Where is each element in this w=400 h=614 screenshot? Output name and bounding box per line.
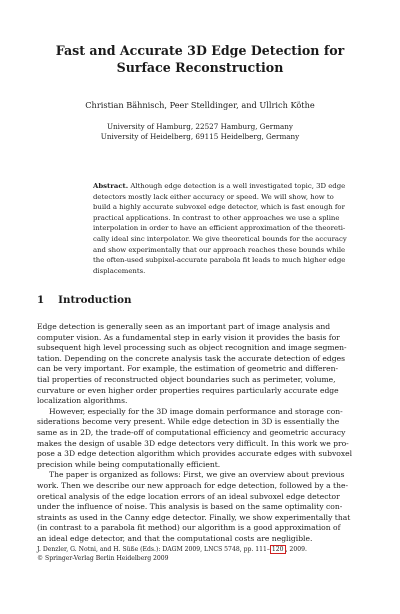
page-range-link[interactable]: 120 (271, 546, 284, 553)
title-line: Surface Reconstruction (116, 60, 284, 75)
body-line: makes the design of usable 3D edge detectors very difficult. In this work we pro- (37, 438, 349, 448)
body-line: curvature or even higher order properties requires particularly accurate edge (37, 385, 339, 395)
affiliation: University of Hamburg, 22527 Hamburg, Germany (106, 122, 293, 131)
body-line: computer vision. As a fundamental step in early vision it provides the basis for (37, 332, 340, 342)
abstract-line: practical applications. In contrast to other approaches we use a spline (93, 213, 340, 222)
body-line: pose a 3D edge detection algorithm which provides accurate edges with subvoxel (37, 449, 353, 459)
body-line: under the influence of noise. This analysis is based on the same optimality con- (37, 502, 343, 512)
body-line: subsequent high level processing such as object recognition and image segmen- (37, 343, 347, 353)
abstract-text: Although edge detection is a well investigated topic, 3D edge (130, 182, 346, 190)
abstract-line: and show experimentally that our approach reaches these bounds while (93, 245, 346, 254)
abstract-line: cally ideal sinc interpolator. We give theoretical bounds for the accuracy (93, 234, 347, 243)
section-number: 1 (37, 294, 45, 306)
body-line: Edge detection is generally seen as an important part of image analysis and (37, 322, 331, 331)
abstract-line: build a highly accurate subvoxel edge detector, which is fast enough for (93, 203, 345, 212)
body-line: tation. Depending on the concrete analysis task the accurate detection of edges (37, 353, 346, 363)
abstract-line: displacements. (93, 266, 146, 275)
author-list: Christian Bähnisch, Peer Stelldinger, and Ullrich Köthe (85, 100, 315, 110)
section-title: Introduction (58, 294, 132, 306)
body-line: The paper is organized as follows: First, we give an overview about previous (49, 470, 345, 480)
title-line: Fast and Accurate 3D Edge Detection for (55, 43, 345, 58)
body-line: precision while being computationally efficient. (37, 459, 221, 469)
body-line: an ideal edge detector, and that the computational costs are negligible. (37, 533, 313, 543)
paper-title (40, 42, 360, 76)
citation-line (37, 545, 307, 554)
abstract-line: interpolation in order to have an efficient approximation of the theoreti- (93, 224, 346, 233)
body-line: straints as used in the Canny edge detector. Finally, we show experimentally that (37, 512, 351, 522)
section-body (37, 322, 363, 544)
affiliations (30, 122, 370, 142)
paragraph (37, 322, 363, 407)
body-line: same as in 2D, the trade-off of computational efficiency and geometric accuracy (37, 427, 346, 437)
body-line: tial properties of reconstructed object boundaries such as perimeter, volume, (37, 374, 336, 384)
body-line: oretical analysis of the edge location errors of an ideal subvoxel edge detector (37, 491, 340, 501)
abstract-label: Abstract. (93, 182, 129, 190)
paragraph (37, 407, 363, 471)
abstract-line (93, 182, 346, 193)
section-heading (37, 294, 132, 306)
body-line: (in contrast to a parabola fit method) our algorithm is a good approximation of (37, 523, 341, 533)
body-line: siderations become very present. While edge detection in 3D is essentially the (37, 417, 340, 427)
paragraph (37, 470, 363, 544)
body-line: can be very important. For example, the estimation of geometric and differen- (37, 364, 339, 374)
abstract-line: detectors mostly lack either accuracy or speed. We will show, how to (93, 192, 334, 201)
body-line: localization algorithms. (37, 396, 128, 406)
body-line: work. Then we describe our new approach for edge detection, followed by a the- (37, 480, 349, 490)
abstract (93, 182, 347, 277)
abstract-line: the often-used subpixel-accurate parabola fit leads to much higher edge (93, 256, 346, 265)
citation-year: , 2009. (285, 546, 307, 553)
affiliation: University of Heidelberg, 69115 Heidelberg, Germany (100, 132, 300, 141)
copyright-line: © Springer-Verlag Berlin Heidelberg 2009 (37, 555, 169, 562)
page-footer (37, 545, 307, 563)
body-line: However, especially for the 3D image domain performance and storage con- (49, 406, 343, 416)
citation-text: J. Denzler, G. Notni, and H. Süße (Eds.): DAGM 2009, LNCS 5748, pp. 111– (37, 546, 270, 553)
